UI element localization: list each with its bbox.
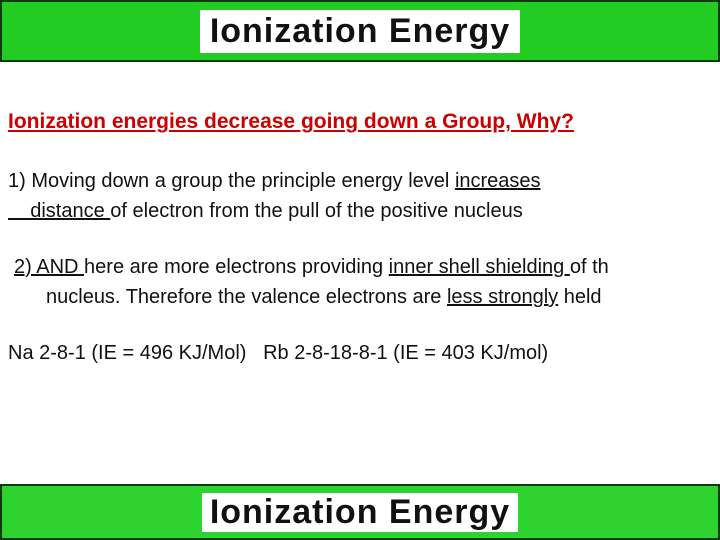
point-2-text-tail: of th bbox=[569, 256, 609, 278]
slide-body bbox=[0, 62, 720, 484]
point-1-line-1 bbox=[8, 170, 541, 193]
point-2-text-2: nucleus. Therefore the valence electrons are bbox=[46, 286, 447, 308]
title-banner-top bbox=[0, 0, 720, 62]
slide-title: Ionization Energy bbox=[200, 10, 520, 53]
point-1-underline-distance: distance bbox=[8, 200, 111, 222]
point-2-underline-shielding: inner shell shielding bbox=[388, 256, 570, 278]
title-banner-bottom bbox=[0, 484, 720, 540]
point-2-underline-and: 2) AND bbox=[14, 256, 85, 278]
point-1-underline-increases: increases bbox=[454, 170, 541, 192]
example-configurations: Na 2-8-1 (IE = 496 KJ/Mol) Rb 2-8-18-8-1 (IE = 403 KJ/mol) bbox=[8, 342, 549, 364]
point-2-text-3: held bbox=[558, 286, 602, 308]
point-2-text: here are more electrons providing bbox=[84, 256, 389, 278]
point-2-underline-less-strongly: less strongly bbox=[446, 286, 559, 308]
point-2-line-2 bbox=[46, 286, 602, 309]
point-2-line-1 bbox=[14, 256, 609, 279]
section-heading: Ionization energies decrease going down a Group, Why? bbox=[8, 110, 574, 133]
point-1-text: 1) Moving down a group the principle energy level bbox=[8, 170, 455, 192]
point-1-text-2: of electron from the pull of the positive nucleus bbox=[110, 200, 523, 222]
slide-footer-title: Ionization Energy bbox=[202, 493, 518, 532]
point-1-line-2 bbox=[8, 200, 523, 223]
